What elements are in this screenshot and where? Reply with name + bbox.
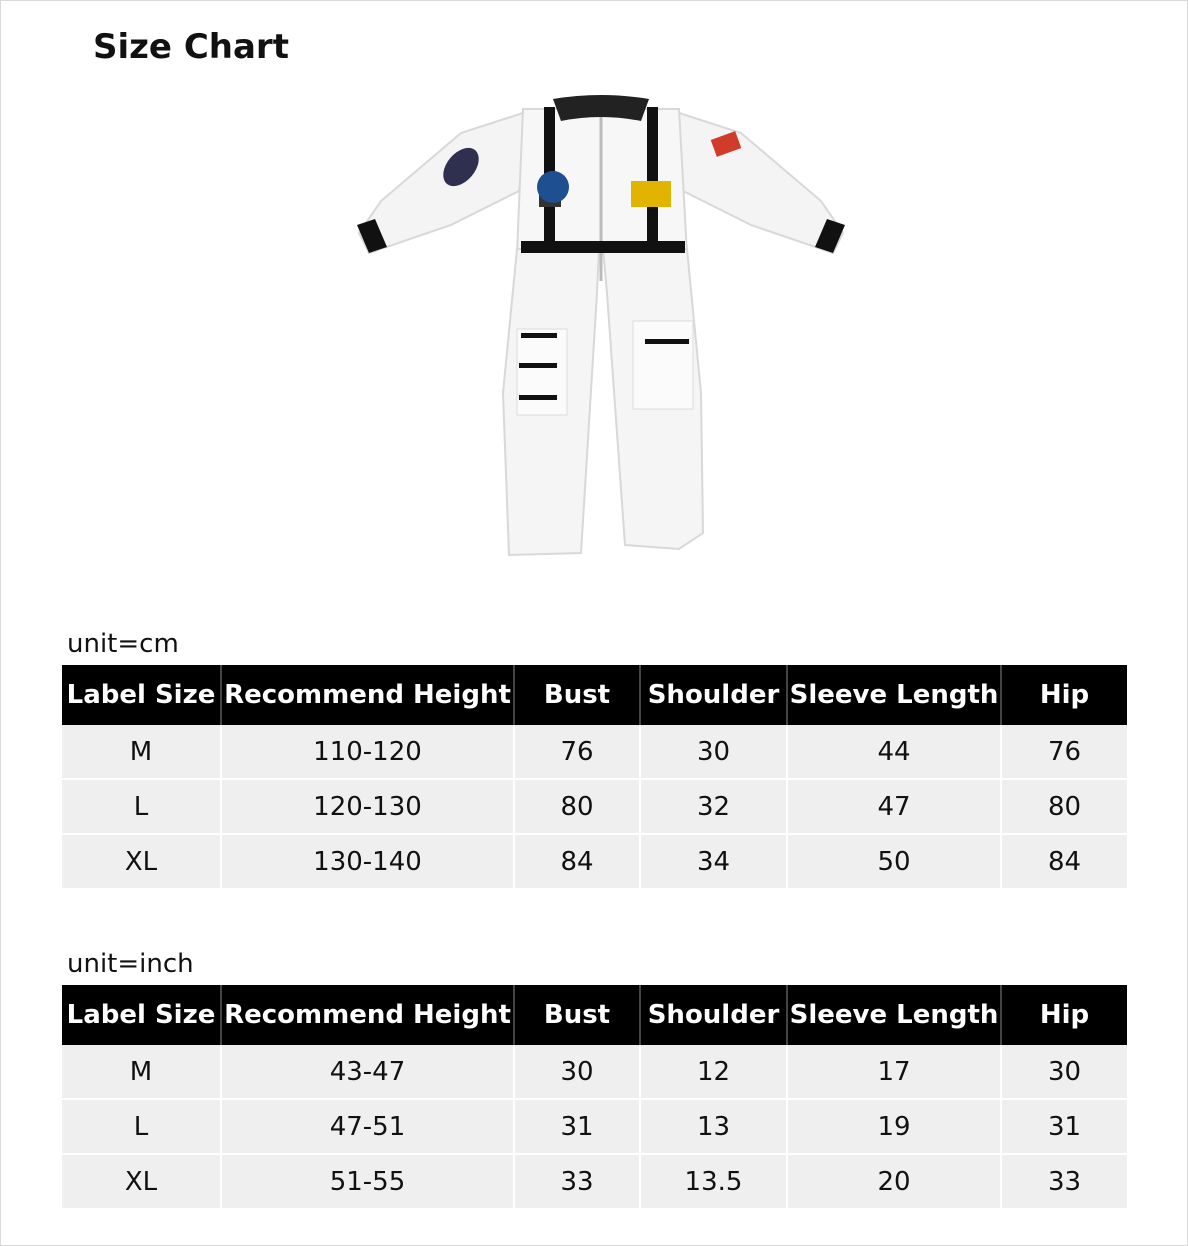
column-header: Hip <box>1001 985 1127 1045</box>
table-cell: 43-47 <box>221 1045 514 1099</box>
table-cell: L <box>62 1099 221 1154</box>
column-header: Label Size <box>62 665 221 725</box>
unit-label-cm: unit=cm <box>67 629 179 659</box>
column-header: Sleeve Length <box>787 985 1001 1045</box>
table-header-row <box>62 665 1127 725</box>
table-row <box>62 834 1127 888</box>
table-cell: 33 <box>1001 1154 1127 1208</box>
column-header: Shoulder <box>640 665 787 725</box>
table-cell: 80 <box>514 779 640 834</box>
table-cell: 20 <box>787 1154 1001 1208</box>
column-header: Bust <box>514 665 640 725</box>
column-header: Recommend Height <box>221 985 514 1045</box>
table-row <box>62 1099 1127 1154</box>
table-row <box>62 779 1127 834</box>
table-cell: 50 <box>787 834 1001 888</box>
table-cell: 110-120 <box>221 725 514 779</box>
table-cell: 47-51 <box>221 1099 514 1154</box>
table-row <box>62 1154 1127 1208</box>
table-cell: 19 <box>787 1099 1001 1154</box>
table-header-row <box>62 985 1127 1045</box>
size-table-cm <box>62 665 1127 888</box>
table-cell: 13 <box>640 1099 787 1154</box>
table-cell: 33 <box>514 1154 640 1208</box>
column-header: Recommend Height <box>221 665 514 725</box>
column-header: Shoulder <box>640 985 787 1045</box>
page-title: Size Chart <box>93 27 289 67</box>
column-header: Bust <box>514 985 640 1045</box>
table-cell: 30 <box>514 1045 640 1099</box>
table-cell: 47 <box>787 779 1001 834</box>
table-cell: 31 <box>1001 1099 1127 1154</box>
table-cell: L <box>62 779 221 834</box>
table-row <box>62 1045 1127 1099</box>
table-cell: 30 <box>1001 1045 1127 1099</box>
table-cell: 44 <box>787 725 1001 779</box>
table-cell: 120-130 <box>221 779 514 834</box>
table-cell: 30 <box>640 725 787 779</box>
table-cell: 17 <box>787 1045 1001 1099</box>
unit-label-inch: unit=inch <box>67 949 194 979</box>
column-header: Hip <box>1001 665 1127 725</box>
table-cell: 51-55 <box>221 1154 514 1208</box>
table-cell: 84 <box>514 834 640 888</box>
column-header: Sleeve Length <box>787 665 1001 725</box>
table-cell: 12 <box>640 1045 787 1099</box>
astronaut-costume-image <box>341 93 861 573</box>
table-cell: 80 <box>1001 779 1127 834</box>
table-cell: 34 <box>640 834 787 888</box>
table-cell: M <box>62 1045 221 1099</box>
table-cell: XL <box>62 1154 221 1208</box>
table-cell: 76 <box>1001 725 1127 779</box>
table-row <box>62 725 1127 779</box>
table-cell: 76 <box>514 725 640 779</box>
column-header: Label Size <box>62 985 221 1045</box>
table-cell: M <box>62 725 221 779</box>
table-cell: 84 <box>1001 834 1127 888</box>
table-cell: 31 <box>514 1099 640 1154</box>
table-cell: 13.5 <box>640 1154 787 1208</box>
table-cell: 130-140 <box>221 834 514 888</box>
size-table-inch <box>62 985 1127 1208</box>
table-cell: XL <box>62 834 221 888</box>
table-cell: 32 <box>640 779 787 834</box>
